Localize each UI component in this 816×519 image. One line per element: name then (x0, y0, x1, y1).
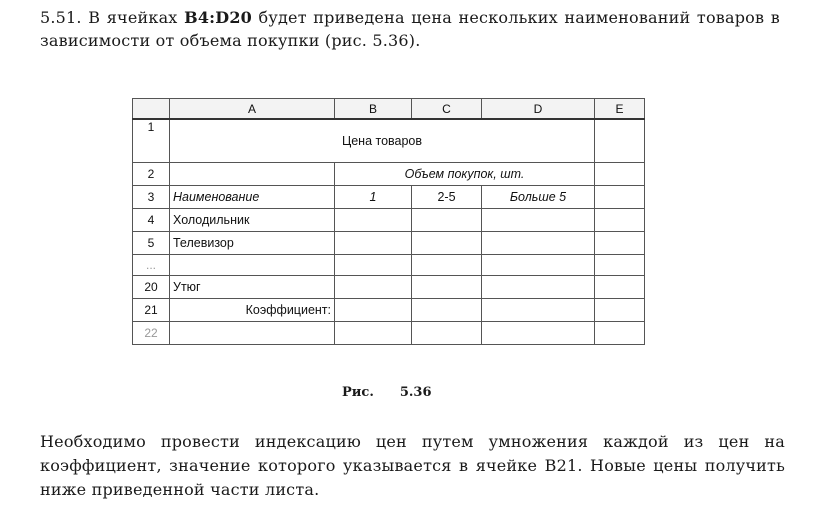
name-header-cell: Наименование (170, 186, 335, 209)
item-cell: Утюг (170, 276, 335, 299)
sheet-row-5 (133, 232, 645, 255)
cell (170, 163, 335, 186)
cell (335, 232, 412, 255)
column-header-c: C (412, 99, 482, 120)
column-header-a: A (170, 99, 335, 120)
sheet-title-cell: Цена товаров (170, 119, 595, 163)
instruction-paragraph: Необходимо провести индексацию цен путем умножения каждой из цен на коэффициент, значение которого указывается в ячейке B21. Новые цены получить ниже приведенной части листа. (40, 432, 785, 499)
sheet-row-21 (133, 299, 645, 322)
cell (595, 232, 645, 255)
cell (412, 299, 482, 322)
cell (482, 322, 595, 345)
sheet-row-22 (133, 322, 645, 345)
column-header-d: D (482, 99, 595, 120)
item-cell: Холодильник (170, 209, 335, 232)
sheet-row-4 (133, 209, 645, 232)
cell (335, 255, 412, 276)
cell (412, 276, 482, 299)
cell (595, 276, 645, 299)
row-number: 22 (133, 322, 170, 345)
cell (412, 322, 482, 345)
coefficient-label-cell: Коэффициент: (170, 299, 335, 322)
row-number: 5 (133, 232, 170, 255)
row-number: 21 (133, 299, 170, 322)
row-number: ... (133, 255, 170, 276)
row-number: 20 (133, 276, 170, 299)
column-header-e: E (595, 99, 645, 120)
cell (482, 209, 595, 232)
task-range: B4:D20 (184, 8, 252, 27)
qty-header-cell: 1 (335, 186, 412, 209)
sheet-row-2 (133, 163, 645, 186)
caption-prefix: Рис. (342, 385, 374, 400)
cell (595, 163, 645, 186)
cell (482, 232, 595, 255)
sheet-row-1 (133, 119, 645, 163)
task-paragraph (40, 6, 780, 52)
column-header-row (133, 99, 645, 120)
corner-cell (133, 99, 170, 120)
cell (482, 299, 595, 322)
cell (595, 255, 645, 276)
qty-header-cell: 2-5 (412, 186, 482, 209)
cell (595, 322, 645, 345)
task-text-before: В ячейках (88, 8, 178, 27)
row-number: 4 (133, 209, 170, 232)
column-header-b: B (335, 99, 412, 120)
item-cell: Телевизор (170, 232, 335, 255)
sheet-row-ellipsis (133, 255, 645, 276)
subheader-cell: Объем покупок, шт. (335, 163, 595, 186)
cell (595, 299, 645, 322)
cell (482, 276, 595, 299)
qty-header-cell: Больше 5 (482, 186, 595, 209)
cell (170, 322, 335, 345)
sheet-row-20 (133, 276, 645, 299)
cell (412, 209, 482, 232)
spreadsheet-figure (132, 98, 645, 345)
cell (482, 255, 595, 276)
cell (412, 232, 482, 255)
cell (335, 322, 412, 345)
row-number: 1 (133, 119, 170, 163)
task-text-after: будет приведена цена нескольких наименований товаров в зависимости от объема покупки (рис. 5.36). (40, 8, 780, 50)
cell (595, 119, 645, 163)
coefficient-value-cell (335, 299, 412, 322)
cell (595, 209, 645, 232)
figure-caption (342, 385, 432, 400)
cell (595, 186, 645, 209)
cell (412, 255, 482, 276)
row-number: 2 (133, 163, 170, 186)
cell (335, 209, 412, 232)
cell (335, 276, 412, 299)
task-number: 5.51. (40, 8, 82, 27)
sheet-row-3 (133, 186, 645, 209)
row-number: 3 (133, 186, 170, 209)
caption-number: 5.36 (399, 385, 432, 400)
cell (170, 255, 335, 276)
